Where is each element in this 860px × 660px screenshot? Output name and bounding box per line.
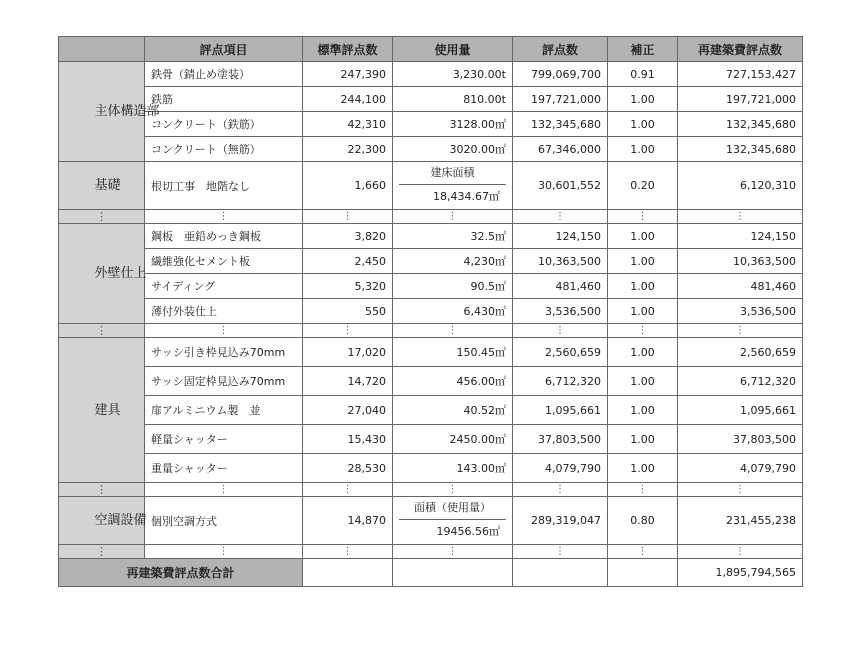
ellipsis-cell: ⋮ — [513, 545, 608, 559]
item-cell: 薄付外装仕上 — [145, 299, 303, 324]
usage-cell: 2450.00㎡ — [393, 425, 513, 454]
empty-cell — [608, 559, 678, 587]
usage-cell: 6,430㎡ — [393, 299, 513, 324]
ellipsis-cell: ⋮ — [608, 324, 678, 338]
score-cell: 67,346,000 — [513, 137, 608, 162]
usage-cell — [393, 497, 513, 545]
ellipsis-cell: ⋮ — [608, 210, 678, 224]
category-cell — [59, 497, 145, 545]
standard-score-cell: 15,430 — [303, 425, 393, 454]
header-usage: 使用量 — [393, 37, 513, 62]
table-row — [59, 162, 803, 210]
ellipsis-cell: ⋮ — [145, 545, 303, 559]
table-row — [59, 497, 803, 545]
standard-score-cell: 42,310 — [303, 112, 393, 137]
header-row — [59, 37, 803, 62]
standard-score-cell: 247,390 — [303, 62, 393, 87]
table-row — [59, 274, 803, 299]
ellipsis-cell: ⋮ — [608, 483, 678, 497]
ellipsis-cell: ⋮ — [513, 210, 608, 224]
category-cell — [59, 162, 145, 210]
table-row — [59, 425, 803, 454]
item-cell: 重量シャッター — [145, 454, 303, 483]
correction-cell: 1.00 — [608, 274, 678, 299]
item-cell: 繊維強化セメント板 — [145, 249, 303, 274]
item-cell: 根切工事 地階なし — [145, 162, 303, 210]
item-cell: 鋼板 亜鉛めっき鋼板 — [145, 224, 303, 249]
usage-cell: 150.45㎡ — [393, 338, 513, 367]
ellipsis-cell: ⋮ — [145, 483, 303, 497]
score-cell: 2,560,659 — [513, 338, 608, 367]
header-item: 評点項目 — [145, 37, 303, 62]
score-cell: 30,601,552 — [513, 162, 608, 210]
correction-cell: 1.00 — [608, 299, 678, 324]
score-cell: 4,079,790 — [513, 454, 608, 483]
standard-score-cell: 14,720 — [303, 367, 393, 396]
total-value: 1,895,794,565 — [678, 559, 803, 587]
score-cell: 3,536,500 — [513, 299, 608, 324]
correction-cell: 1.00 — [608, 87, 678, 112]
ellipsis-cell: ⋮ — [303, 210, 393, 224]
standard-score-cell: 17,020 — [303, 338, 393, 367]
rebuild-score-cell: 132,345,680 — [678, 137, 803, 162]
usage-sub-label: 面積（使用量） — [399, 497, 506, 520]
ellipsis-cell: ⋮ — [145, 210, 303, 224]
usage-cell: 40.52㎡ — [393, 396, 513, 425]
ellipsis-cell: ⋮ — [678, 324, 803, 338]
table-row — [59, 396, 803, 425]
header-correction: 補正 — [608, 37, 678, 62]
score-cell: 6,712,320 — [513, 367, 608, 396]
ellipsis-cell: ⋮ — [393, 483, 513, 497]
standard-score-cell: 5,320 — [303, 274, 393, 299]
standard-score-cell: 28,530 — [303, 454, 393, 483]
ellipsis-cell: ⋮ — [678, 210, 803, 224]
rebuild-score-cell: 727,153,427 — [678, 62, 803, 87]
correction-cell: 1.00 — [608, 454, 678, 483]
ellipsis-cell: ⋮ — [59, 324, 145, 338]
standard-score-cell: 14,870 — [303, 497, 393, 545]
rebuild-score-cell: 6,120,310 — [678, 162, 803, 210]
table-row — [59, 367, 803, 396]
rebuild-score-cell: 2,560,659 — [678, 338, 803, 367]
rebuild-score-cell: 132,345,680 — [678, 112, 803, 137]
standard-score-cell: 27,040 — [303, 396, 393, 425]
ellipsis-row — [59, 324, 803, 338]
rebuild-score-cell: 481,460 — [678, 274, 803, 299]
rebuild-score-cell: 37,803,500 — [678, 425, 803, 454]
rebuild-score-cell: 3,536,500 — [678, 299, 803, 324]
header-category — [59, 37, 145, 62]
correction-cell: 0.20 — [608, 162, 678, 210]
correction-cell: 1.00 — [608, 367, 678, 396]
score-cell: 10,363,500 — [513, 249, 608, 274]
ellipsis-cell: ⋮ — [678, 483, 803, 497]
correction-cell: 1.00 — [608, 425, 678, 454]
ellipsis-cell: ⋮ — [393, 545, 513, 559]
correction-cell: 1.00 — [608, 396, 678, 425]
ellipsis-cell: ⋮ — [303, 545, 393, 559]
category-cell — [59, 338, 145, 483]
item-cell: コンクリート（無筋） — [145, 137, 303, 162]
ellipsis-cell: ⋮ — [513, 324, 608, 338]
empty-cell — [513, 559, 608, 587]
usage-cell: 90.5㎡ — [393, 274, 513, 299]
rebuild-score-cell: 10,363,500 — [678, 249, 803, 274]
table-row — [59, 454, 803, 483]
correction-cell: 1.00 — [608, 338, 678, 367]
item-cell: コンクリート（鉄筋） — [145, 112, 303, 137]
score-cell: 132,345,680 — [513, 112, 608, 137]
table-row — [59, 137, 803, 162]
ellipsis-cell: ⋮ — [393, 210, 513, 224]
usage-cell: 810.00t — [393, 87, 513, 112]
ellipsis-cell: ⋮ — [513, 483, 608, 497]
header-standard-score: 標準評点数 — [303, 37, 393, 62]
header-score: 評点数 — [513, 37, 608, 62]
table-row — [59, 338, 803, 367]
header-rebuild-score: 再建築費評点数 — [678, 37, 803, 62]
rebuild-score-cell: 197,721,000 — [678, 87, 803, 112]
ellipsis-cell: ⋮ — [59, 210, 145, 224]
item-cell: 鉄骨（錆止め塗装） — [145, 62, 303, 87]
score-cell: 481,460 — [513, 274, 608, 299]
rebuild-score-cell: 124,150 — [678, 224, 803, 249]
score-cell: 124,150 — [513, 224, 608, 249]
score-cell: 1,095,661 — [513, 396, 608, 425]
item-cell: 鉄筋 — [145, 87, 303, 112]
ellipsis-cell: ⋮ — [303, 324, 393, 338]
empty-cell — [393, 559, 513, 587]
usage-cell — [393, 162, 513, 210]
table-row — [59, 62, 803, 87]
ellipsis-cell: ⋮ — [608, 545, 678, 559]
standard-score-cell: 3,820 — [303, 224, 393, 249]
correction-cell: 0.80 — [608, 497, 678, 545]
rebuild-score-cell: 4,079,790 — [678, 454, 803, 483]
table-row — [59, 112, 803, 137]
category-label: 空調設備 — [94, 513, 147, 528]
usage-cell: 143.00㎡ — [393, 454, 513, 483]
usage-cell: 3128.00㎡ — [393, 112, 513, 137]
rebuild-cost-table — [58, 36, 803, 587]
item-cell: 軽量シャッター — [145, 425, 303, 454]
score-cell: 799,069,700 — [513, 62, 608, 87]
usage-cell: 456.00㎡ — [393, 367, 513, 396]
ellipsis-row — [59, 210, 803, 224]
category-cell — [59, 224, 145, 324]
category-label: 主体構造部 — [94, 104, 160, 119]
standard-score-cell: 22,300 — [303, 137, 393, 162]
empty-cell — [303, 559, 393, 587]
usage-value: 18,434.67㎡ — [433, 190, 500, 203]
ellipsis-row — [59, 483, 803, 497]
item-cell: サイディング — [145, 274, 303, 299]
rebuild-score-cell: 1,095,661 — [678, 396, 803, 425]
item-cell: サッシ引き枠見込み70mm — [145, 338, 303, 367]
standard-score-cell: 1,660 — [303, 162, 393, 210]
ellipsis-cell: ⋮ — [393, 324, 513, 338]
table-row — [59, 87, 803, 112]
standard-score-cell: 550 — [303, 299, 393, 324]
usage-cell: 3020.00㎡ — [393, 137, 513, 162]
total-label: 再建築費評点数合計 — [59, 559, 303, 587]
category-cell — [59, 62, 160, 162]
ellipsis-row — [59, 545, 803, 559]
usage-value: 19456.56㎡ — [436, 525, 500, 538]
standard-score-cell: 2,450 — [303, 249, 393, 274]
table-row — [59, 249, 803, 274]
ellipsis-cell: ⋮ — [145, 324, 303, 338]
standard-score-cell: 244,100 — [303, 87, 393, 112]
usage-cell: 4,230㎡ — [393, 249, 513, 274]
score-cell: 197,721,000 — [513, 87, 608, 112]
correction-cell: 1.00 — [608, 137, 678, 162]
ellipsis-cell: ⋮ — [59, 545, 145, 559]
usage-cell: 3,230.00t — [393, 62, 513, 87]
table-row — [59, 224, 803, 249]
ellipsis-cell: ⋮ — [303, 483, 393, 497]
correction-cell: 0.91 — [608, 62, 678, 87]
correction-cell: 1.00 — [608, 249, 678, 274]
score-cell: 37,803,500 — [513, 425, 608, 454]
item-cell: 個別空調方式 — [145, 497, 303, 545]
item-cell: サッシ固定枠見込み70mm — [145, 367, 303, 396]
rebuild-score-cell: 231,455,238 — [678, 497, 803, 545]
category-label: 基礎 — [94, 178, 121, 193]
category-label: 建具 — [94, 402, 121, 418]
rebuild-score-cell: 6,712,320 — [678, 367, 803, 396]
ellipsis-cell: ⋮ — [678, 545, 803, 559]
table-row — [59, 299, 803, 324]
usage-cell: 32.5㎡ — [393, 224, 513, 249]
total-row — [59, 559, 803, 587]
item-cell: 扉アルミニウム製 並 — [145, 396, 303, 425]
category-label: 外壁仕上 — [94, 266, 147, 281]
score-cell: 289,319,047 — [513, 497, 608, 545]
ellipsis-cell: ⋮ — [59, 483, 145, 497]
correction-cell: 1.00 — [608, 112, 678, 137]
usage-sub-label: 建床面積 — [399, 162, 506, 185]
correction-cell: 1.00 — [608, 224, 678, 249]
